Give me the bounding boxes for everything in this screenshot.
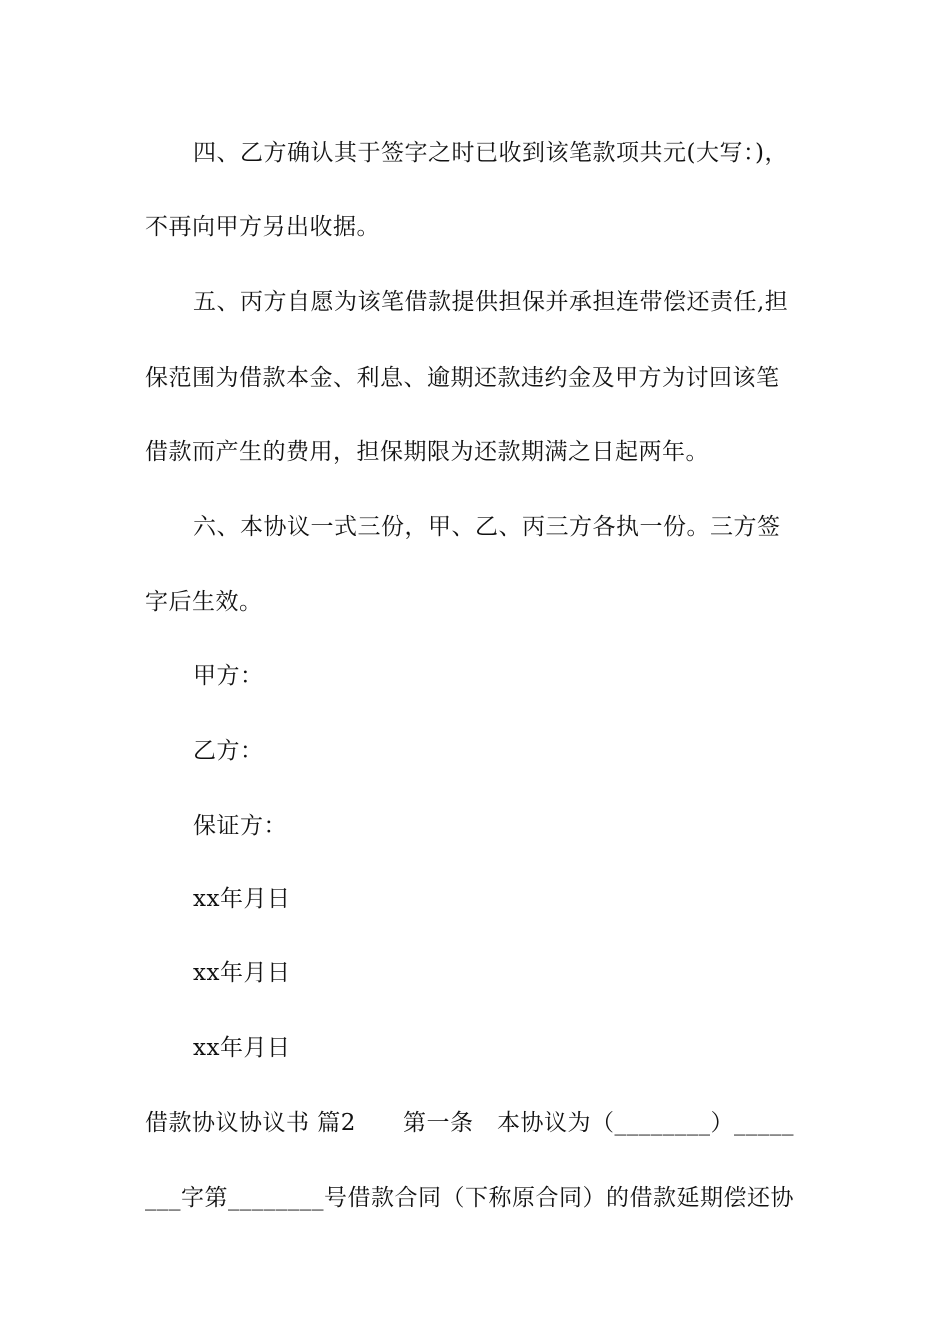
agreement-2-heading-line: 借款协议协议书 篇2 第一条 本协议为（________）_____	[145, 1110, 794, 1136]
clause-6-line-1: 六、本协议一式三份，甲、乙、丙三方各执一份。三方签	[193, 514, 781, 540]
clause-4-line-1: 四、乙方确认其于签字之时已收到该笔款项共元(大写：)，	[193, 140, 788, 166]
guarantor-signature-label: 保证方：	[193, 813, 287, 839]
clause-5-line-1: 五、丙方自愿为该笔借款提供担保并承担连带偿还责任,担	[193, 289, 789, 315]
party-a-signature-label: 甲方：	[193, 663, 264, 689]
clause-5-line-3: 借款而产生的费用，担保期限为还款期满之日起两年。	[145, 439, 709, 465]
party-b-signature-label: 乙方：	[193, 738, 264, 764]
date-line-3: xx年月日	[193, 1035, 291, 1061]
clause-6-line-2: 字后生效。	[145, 589, 263, 615]
date-line-2: xx年月日	[193, 960, 291, 986]
agreement-2-body-line: ___字第________号借款合同（下称原合同）的借款延期偿还协	[145, 1185, 794, 1211]
clause-5-line-2: 保范围为借款本金、利息、逾期还款违约金及甲方为讨回该笔	[145, 365, 780, 391]
clause-4-line-2: 不再向甲方另出收据。	[145, 214, 380, 240]
date-line-1: xx年月日	[193, 886, 291, 912]
